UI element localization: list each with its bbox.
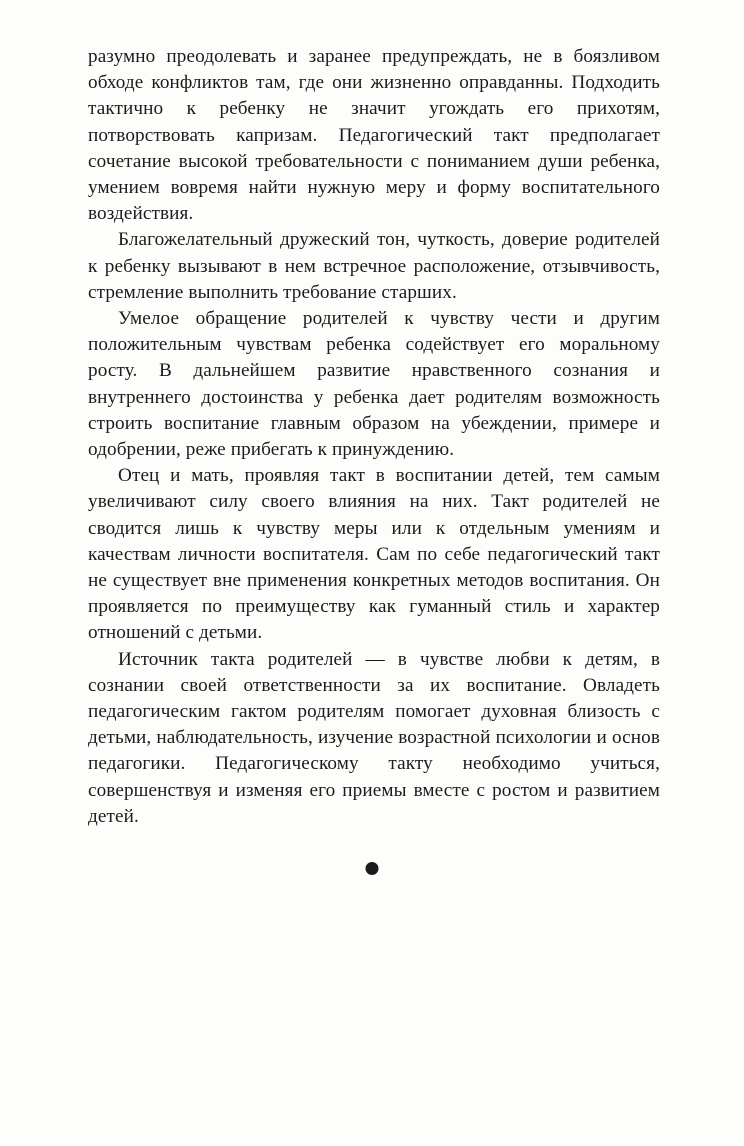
paragraph-1: разумно преодолевать и заранее предупреждать, не в боязливом обходе конфликтов там, где они жизненно оправданны. Подходить тактично к ребенку не значит угождать его прихотям, потворствовать капризам. Педагогический такт предполагает сочетание высокой требовательности с пониманием души ребенка, умением вовремя найти нужную меру и форму воспитательного воздействия. — [88, 46, 660, 225]
paragraph-5: Источник такта родителей — в чувстве любви к детям, в сознании своей ответственности за их воспитание. Овладеть педагогическим гактом родителям помогает духовная близость с детьми, наблюдательность, изучение возрастной психологии и основ педагогики. Педагогическому такту необходимо учиться, совершенствуя и изменяя его приемы вместе с ростом и развитием детей. — [88, 648, 660, 827]
paragraph-4: Отец и мать, проявляя такт в воспитании детей, тем самым увеличивают силу своего влияния на них. Такт родителей не сводится лишь к чувству меры или к отдельным умениям и качествам личности воспитателя. Сам по себе педагогический такт не существует вне применения конкретных методов воспитания. Он проявляется по преимуществу как гуманный стиль и характер отношений с детьми. — [88, 465, 660, 644]
paragraph-2: Благожелательный дружеский тон, чуткость, доверие родителей к ребенку вызывают в нем встречное расположение, отзывчивость, стремление выполнить требование старших. — [88, 229, 660, 303]
body-text-column — [88, 44, 660, 830]
paragraph-3: Умелое обращение родителей к чувству чести и другим положительным чувствам ребенка содействует его моральному росту. В дальнейшем развитие нравственного сознания и внутреннего достоинства у ребенка дает родителям возможность строить воспитание главным образом на убеждении, примере и одобрении, реже прибегать к принуждению. — [88, 308, 660, 461]
bullet-dot-divider-icon — [366, 862, 379, 875]
